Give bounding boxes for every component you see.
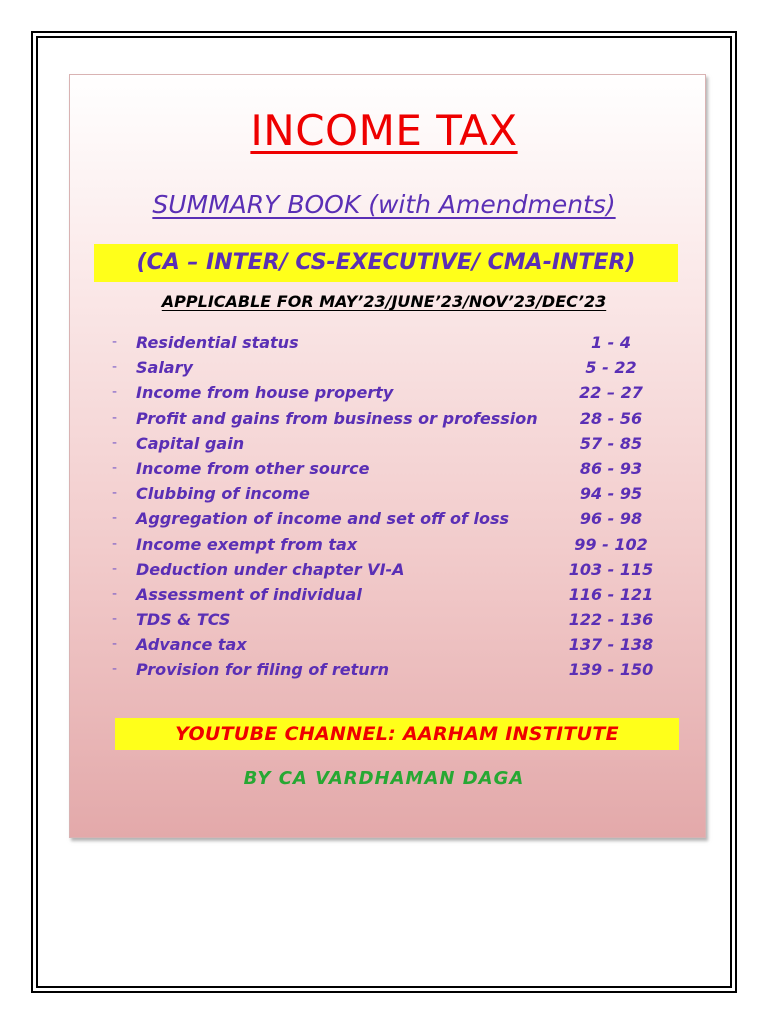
toc-label: Assessment of individual (136, 584, 362, 604)
toc-label: Capital gain (136, 433, 245, 453)
bullet-dash: - (112, 611, 118, 628)
bullet-dash: - (112, 585, 118, 602)
toc-label: Salary (136, 358, 193, 378)
bullet-dash: - (112, 535, 118, 552)
bullet-dash: - (112, 661, 118, 678)
toc-pages: 139 - 150 (568, 660, 654, 680)
toc-row (0, 634, 768, 659)
toc-label: Residential status (136, 333, 299, 352)
toc-label: Aggregation of income and set off of loss (136, 509, 510, 529)
toc-label: Profit and gains from business or profession (136, 408, 538, 428)
toc-pages: 28 - 56 (579, 408, 643, 428)
bullet-dash: - (112, 485, 118, 502)
toc-row (0, 559, 768, 584)
toc-pages: 137 - 138 (568, 635, 654, 655)
bullet-dash: - (112, 334, 118, 350)
bullet-dash: - (112, 434, 118, 451)
audience-banner: (CA – INTER/ CS-EXECUTIVE/ CMA-INTER) (94, 244, 678, 282)
toc-row (0, 534, 768, 559)
toc-pages: 94 - 95 (579, 484, 643, 504)
bullet-dash: - (112, 359, 118, 376)
toc-row (0, 508, 768, 533)
page-title: INCOME TAX (250, 106, 518, 155)
toc-label: Income from other source (136, 458, 370, 478)
toc-pages: 1 - 4 (590, 333, 632, 352)
toc-row (0, 458, 768, 483)
toc-label: Income from house property (136, 383, 394, 403)
bullet-dash: - (112, 560, 118, 577)
youtube-channel-banner: YOUTUBE CHANNEL: AARHAM INSTITUTE (115, 718, 679, 750)
subtitle: SUMMARY BOOK (with Amendments) (152, 190, 616, 219)
toc-label: Deduction under chapter VI-A (136, 559, 405, 579)
applicable-sessions: APPLICABLE FOR MAY’23/JUNE’23/NOV’23/DEC’23 (161, 292, 607, 311)
toc-pages: 5 - 22 (585, 358, 637, 378)
bullet-dash: - (112, 384, 118, 401)
toc-row (0, 332, 768, 357)
toc-pages: 22 – 27 (579, 383, 643, 403)
table-of-contents (0, 332, 768, 685)
toc-row (0, 408, 768, 433)
bullet-dash: - (112, 459, 118, 476)
toc-row (0, 483, 768, 508)
toc-pages: 96 - 98 (579, 509, 643, 529)
toc-label: Provision for filing of return (136, 660, 389, 680)
toc-pages: 116 - 121 (568, 584, 654, 604)
toc-row (0, 433, 768, 458)
toc-pages: 57 - 85 (579, 433, 643, 453)
bullet-dash: - (112, 409, 118, 426)
toc-row (0, 382, 768, 407)
toc-label: Clubbing of income (136, 484, 310, 504)
toc-row (0, 659, 768, 684)
toc-pages: 122 - 136 (568, 610, 654, 630)
toc-label: TDS & TCS (136, 610, 231, 630)
toc-label: Income exempt from tax (136, 534, 358, 554)
toc-label: Advance tax (136, 635, 247, 655)
toc-row (0, 584, 768, 609)
author-credit: BY CA VARDHAMAN DAGA (243, 768, 525, 789)
bullet-dash: - (112, 510, 118, 527)
toc-pages: 103 - 115 (568, 559, 654, 579)
bullet-dash: - (112, 636, 118, 653)
toc-pages: 86 - 93 (579, 458, 643, 478)
toc-row (0, 609, 768, 634)
toc-pages: 99 - 102 (574, 534, 648, 554)
toc-row (0, 357, 768, 382)
